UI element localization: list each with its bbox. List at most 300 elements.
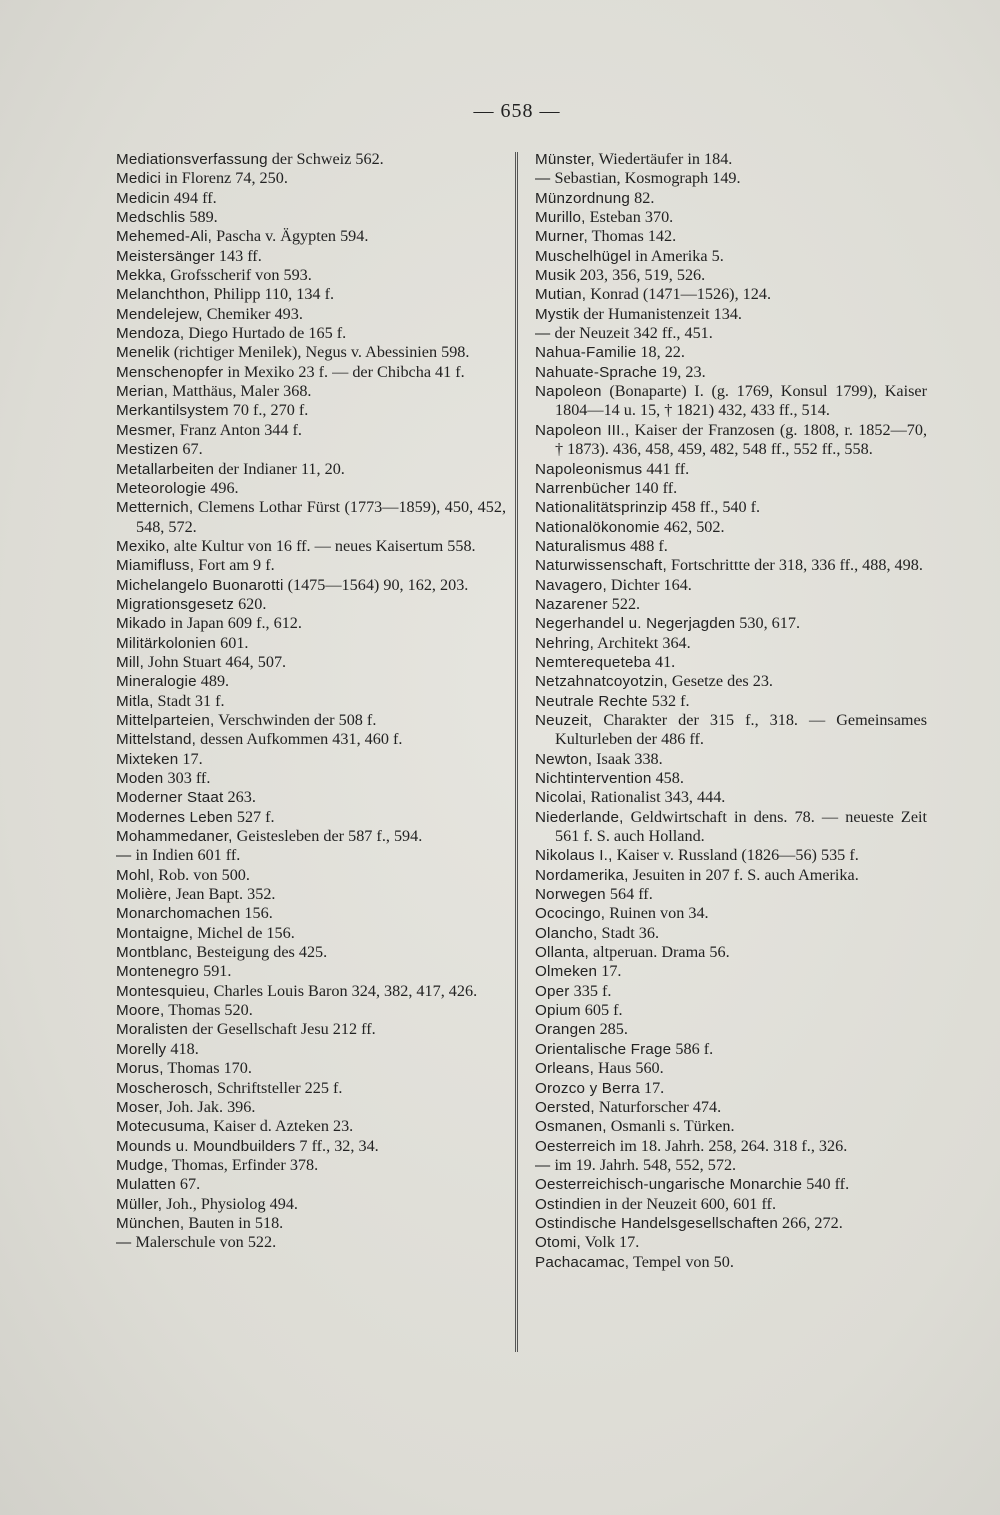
index-entry-refs: der Gesellschaft Jesu 212 ff. [188,1020,376,1039]
index-entry-refs: der Humanistenzeit 134. [579,304,742,323]
index-entry-refs: Geistesleben der 587 f., 594. [232,827,423,846]
index-entry [116,904,506,923]
index-entry-refs: 303 ff. [163,769,211,787]
index-entry-head: Nationalökonomie [535,518,660,536]
index-entry [116,653,506,672]
index-entry-refs: Konrad (1471—1526), 124. [586,285,771,304]
index-entry-refs: Jean Bapt. 352. [171,885,276,904]
index-entry-refs: 458. [651,769,684,787]
index-entry-refs: Osmanli s. Türken. [606,1117,735,1136]
index-entry [116,846,506,865]
index-entry-refs: 586 f. [671,1039,714,1058]
index-entry-head: Orientalische Frage [535,1040,672,1058]
index-entry-head: Napoleonismus [535,460,643,478]
index-entry-head: Murner, [535,228,588,246]
index-entry [535,1175,927,1194]
index-entry [535,576,927,595]
index-entry-refs: Rob. von 500. [154,865,250,884]
index-entry-refs: 82. [630,188,655,207]
index-entry [116,208,506,227]
index-entry-refs: Rationalist 343, 444. [586,788,726,807]
index-entry [116,808,506,827]
index-entry-head: Mystik [535,305,580,323]
index-entry [535,518,927,537]
index-entry-head: — [116,1234,132,1252]
index-entry [535,1020,927,1039]
index-entry [116,924,506,943]
index-entry [535,1098,927,1117]
index-entry-head: Mehemed-Ali, [116,228,213,246]
index-entry-refs: Thomas 520. [164,1001,253,1020]
index-entry-refs: Sebastian, Kosmograph 149. [550,169,741,188]
index-entry-head: Napoleon III., [535,421,630,439]
index-entry-head: Neuzeit, [535,711,593,729]
index-entry-head: Ollanta, [535,944,589,962]
index-entry-head: Mittelparteien, [116,711,215,729]
index-entry-head: Nicolai, [535,789,587,807]
index-entry-refs: 266, 272. [778,1213,843,1232]
index-entry-refs: Naturforscher 474. [594,1097,722,1116]
index-entry-head: Münster, [535,151,595,168]
index-entry-head: Metallarbeiten [116,460,215,478]
index-entry-head: — [535,170,551,188]
index-entry-refs: im 19. Jahrh. 548, 552, 572. [550,1155,737,1174]
index-entry [535,324,927,343]
index-entry-head: Nazarener [535,595,608,613]
index-entry-refs: Thomas 170. [163,1059,252,1078]
index-entry-refs: Ruinen von 34. [605,904,709,923]
index-entry [116,1040,506,1059]
index-entry-refs: Jesuiten in 207 f. S. auch Amerika. [628,865,859,884]
index-entry-head: Newton, [535,750,593,768]
index-entry-head: Opium [535,1002,581,1020]
index-entry-head: Metternich, [116,499,194,517]
column-divider [515,152,518,1352]
index-entry-head: Montblanc, [116,944,193,962]
index-entry-head: Ostindische Handelsgesellschaften [535,1214,778,1232]
index-entry [535,866,927,885]
left-column [116,150,506,1253]
index-entry [535,382,927,421]
index-entry-head: Muschelhügel [535,247,632,265]
index-entry [116,556,506,575]
index-entry-refs: 496. [206,478,239,497]
index-entry-head: Olmeken [535,963,598,981]
index-entry-head: Merkantilsystem [116,402,229,420]
index-entry [535,537,927,556]
index-entry-refs: 203, 356, 519, 526. [575,266,706,285]
index-entry-refs: 441 ff. [642,459,690,478]
index-entry-refs: Volk 17. [580,1233,640,1252]
index-entry [535,343,927,362]
index-entry [116,730,506,749]
index-entry-head: Montenegro [116,963,200,981]
index-entry-refs: Pascha v. Ägypten 594. [212,227,369,246]
index-entry-refs: der Schweiz 562. [267,150,384,168]
index-entry-refs: im 18. Jahrh. 258, 264. 318 f., 326. [615,1136,848,1155]
index-entry-refs: Gesetze des 23. [667,672,773,691]
index-entry [535,711,927,750]
index-entry [535,846,927,865]
index-entry [535,1156,927,1175]
index-entry-head: Moralisten [116,1021,189,1039]
index-entry [116,1020,506,1039]
index-entry-head: Menschenopfer [116,363,224,381]
index-entry [535,750,927,769]
index-entry-head: Napoleon [535,383,602,401]
index-entry [116,827,506,846]
index-entry [116,169,506,188]
index-entry-refs: Matthäus, Maler 368. [168,382,312,401]
index-entry-refs: Charakter der 315 f., 318. — Gemeinsames Kulturleben der 486 ff. [555,710,927,749]
index-entry [535,150,927,169]
index-entry-head: Mendelejew, [116,305,203,323]
index-entry-head: Münzordnung [535,189,631,207]
index-entry [535,208,927,227]
index-entry-head: Nahua-Familie [535,344,637,362]
index-entry-head: Ostindien [535,1195,601,1213]
index-entry [535,1079,927,1098]
index-entry-head: Neutrale Rechte [535,692,648,710]
index-entry-refs: Kaiser d. Azteken 23. [209,1117,354,1136]
index-entry-refs: Isaak 338. [592,749,663,768]
index-entry [116,305,506,324]
index-entry-head: — [535,1156,551,1174]
index-entry-refs: Stadt 36. [597,923,659,942]
index-entry-refs: Joh., Physiolog 494. [162,1194,298,1213]
index-entry-head: Netzahnatcoyotzin, [535,673,668,691]
index-entry [116,885,506,904]
index-entry [116,537,506,556]
index-entry-refs: Schriftsteller 225 f. [212,1078,343,1097]
index-entry-head: Nationalitätsprinzip [535,499,668,517]
index-entry-refs: 488 f. [626,536,668,555]
index-entry-head: Melanchthon, [116,286,210,304]
index-entry-head: Morelly [116,1040,167,1058]
index-entry [116,460,506,479]
index-entry-head: Navagero, [535,576,607,594]
index-entry-head: Nahuate-Sprache [535,363,658,381]
index-entry-refs: Joh. Jak. 396. [162,1097,256,1116]
index-entry [116,576,506,595]
index-entry [535,595,927,614]
index-entry-head: Nehring, [535,634,595,652]
index-entry-head: Medici [116,170,162,188]
index-entry-refs: 605 f. [580,1001,623,1020]
index-entry-refs: Architekt 364. [594,633,691,652]
index-entry [116,1175,506,1194]
index-entry-refs: der Indianer 11, 20. [214,459,345,478]
index-entry-refs: 67. [175,1175,201,1194]
index-entry [535,285,927,304]
index-entry-head: Mixteken [116,750,179,768]
index-entry-head: Michelangelo Buonarotti [116,576,284,594]
index-entry [116,1195,506,1214]
index-entry [116,1137,506,1156]
index-entry [535,808,927,847]
index-entry [116,769,506,788]
index-entry-head: Nemterequeteba [535,653,651,671]
page-number: — 658 — [473,100,561,122]
index-entry-head: Migrationsgesetz [116,595,235,613]
index-entry [116,1079,506,1098]
index-entry-refs: in Japan 609 f., 612. [166,614,302,633]
index-entry [116,750,506,769]
index-entry-refs: Kaiser v. Russland (1826—56) 535 f. [612,846,859,865]
index-entry-head: Moderner Staat [116,789,224,807]
index-entry [535,266,927,285]
index-entry [116,711,506,730]
index-entry [535,1195,927,1214]
index-entry [116,1001,506,1020]
index-entry-refs: 19, 23. [657,362,706,381]
index-entry [116,285,506,304]
index-entry-refs: 527 f. [232,807,275,826]
index-entry-refs: 532 f. [647,691,690,710]
index-entry-head: Osmanen, [535,1118,607,1136]
index-entry-refs: Thomas 142. [587,227,677,246]
index-entry-head: Menelik [116,344,170,362]
index-entry-refs: dessen Aufkommen 431, 460 f. [196,730,403,749]
index-entry [116,788,506,807]
index-entry [535,653,927,672]
index-entry-refs: 67. [178,440,203,459]
index-entry-head: Medicin [116,189,170,207]
index-entry-head: Montaigne, [116,924,194,942]
index-entry-head: Mediationsverfassung [116,151,268,168]
index-entry [116,1117,506,1136]
index-entry-refs: 601. [216,633,249,652]
index-entry-head: Miamifluss, [116,557,195,575]
index-entry [116,943,506,962]
index-entry [116,227,506,246]
index-entry-head: Mekka, [116,267,167,285]
index-entry-head: Naturalismus [535,537,627,555]
index-entry-refs: Franz Anton 344 f. [175,420,302,439]
index-entry-refs: Kaiser der Franzosen (g. 1808, r. 1852—70, † 1873). 436, 458, 459, 482, 548 ff., 552 ff., 558. [555,420,927,459]
index-entry-refs: in Indien 601 ff. [131,846,241,865]
index-entry-head: Oersted, [535,1098,595,1116]
index-entry-refs: 522. [607,594,641,613]
index-entry-head: Mitla, [116,692,154,710]
index-entry-head: Moden [116,770,164,787]
index-entry [116,614,506,633]
index-entry-refs: 489. [196,672,230,691]
index-entry-head: Moser, [116,1098,163,1116]
index-entry [116,982,506,1001]
index-entry [116,962,506,981]
index-entry-refs: 263. [223,788,256,807]
index-entry [535,769,927,788]
index-entry-refs: 70 f., 270 f. [228,401,309,420]
index-entry [535,634,927,653]
index-entry-head: Mesmer, [116,421,176,439]
index-entry [535,1117,927,1136]
index-entry-head: Olancho, [535,924,598,942]
index-entry-head: Motecusuma, [116,1118,210,1136]
index-entry-refs: der Neuzeit 342 ff., 451. [550,324,713,343]
index-entry [535,363,927,382]
index-entry [535,421,927,460]
index-entry [535,1001,927,1020]
index-entry-head: Molière, [116,886,172,904]
index-entry [116,479,506,498]
index-entry [116,189,506,208]
index-entry-refs: 285. [595,1020,628,1039]
index-entry-head: Nordamerika, [535,866,629,884]
index-entry-refs: 540 ff. [802,1175,850,1194]
index-entry-head: Mulatten [116,1176,176,1194]
index-entry-refs: 140 ff. [630,478,678,497]
index-entry [535,614,927,633]
index-entry [535,692,927,711]
index-entry-head: — [535,325,551,343]
index-entry-refs: Verschwinden der 508 f. [214,710,377,729]
index-entry-refs: 462, 502. [659,517,725,536]
index-entry-head: Monarchomachen [116,905,241,923]
index-entry-head: Ococingo, [535,905,606,923]
index-entry [535,943,927,962]
index-entry-refs: 418. [166,1039,199,1058]
index-entry-head: Mittelstand, [116,731,197,749]
index-entry-refs: Thomas, Erfinder 378. [167,1155,319,1174]
index-entry-refs: 458 ff., 540 f. [667,498,761,517]
index-entry-head: Otomi, [535,1234,581,1252]
index-entry [535,1137,927,1156]
index-entry-head: Nichtintervention [535,770,652,787]
index-entry-refs: 591. [199,962,232,981]
index-entry [535,1040,927,1059]
index-entry-refs: Michel de 156. [193,923,295,942]
index-entry-refs: 143 ff. [214,246,262,265]
index-entry [116,401,506,420]
index-entry-head: Niederlande, [535,808,624,826]
index-entry-refs: 494 ff. [169,188,217,207]
index-entry [116,440,506,459]
index-entry-refs: 7 ff., 32, 34. [295,1136,379,1155]
index-entry-head: Militärkolonien [116,634,217,652]
right-column [535,150,927,1272]
index-entry [535,904,927,923]
index-entry [535,1214,927,1233]
index-entry-refs: in der Neuzeit 600, 601 ff. [600,1194,776,1213]
index-entry-refs: Geldwirtschaft in dens. 78. — neueste Zeit 561 f. S. auch Holland. [555,807,927,846]
index-entry [116,324,506,343]
index-entry-head: Morus, [116,1060,164,1078]
index-entry-head: Mendoza, [116,325,185,343]
index-entry [116,247,506,266]
index-entry-head: Murillo, [535,209,586,227]
index-entry-head: Müller, [116,1195,163,1213]
index-entry [116,1098,506,1117]
index-entry-head: Nikolaus I., [535,847,613,865]
index-entry-head: Oper [535,982,570,1000]
index-entry-refs: (Bonaparte) I. (g. 1769, Konsul 1799), Kaiser 1804—14 u. 15, † 1821) 432, 433 ff., 514. [555,382,927,420]
index-entry-refs: Stadt 31 f. [153,691,225,710]
index-entry-refs: (richtiger Menilek), Negus v. Abessinien 598. [169,343,470,362]
index-entry [535,982,927,1001]
index-entry-head: Orozco y Berra [535,1079,640,1097]
index-entry-head: — [116,847,132,865]
index-entry [116,1156,506,1175]
index-entry-head: München, [116,1214,185,1232]
index-entry-refs: Philipp 110, 134 f. [209,285,335,304]
index-entry-refs: 18, 22. [636,343,685,362]
index-entry-refs: Fortschrittte der 318, 336 ff., 488, 498. [666,556,923,575]
index-entry-head: Orleans, [535,1060,594,1078]
index-entry-refs: 564 ff. [605,885,653,904]
index-entry [116,1214,506,1233]
index-entry-refs: alte Kultur von 16 ff. — neues Kaisertum 558. [169,536,476,555]
index-entry [535,1233,927,1252]
index-entry-refs: 41. [650,652,676,671]
index-entry-refs: 530, 617. [735,614,800,633]
index-entry [116,343,506,362]
index-entry [535,498,927,517]
index-entry-refs: Dichter 164. [606,575,692,594]
index-entry-head: Mudge, [116,1156,168,1174]
index-entry-head: Negerhandel u. Negerjagden [535,615,736,633]
index-entry-refs: altperuan. Drama 56. [588,943,730,962]
index-entry-refs: 335 f. [569,981,612,1000]
index-entry-refs: 156. [240,904,273,923]
index-entry [116,150,506,169]
index-entry-refs: Grofsscherif von 593. [166,266,312,285]
index-entry-refs: (1475—1564) 90, 162, 203. [283,575,469,594]
index-entry-refs: Bauten in 518. [184,1213,284,1232]
index-entry [535,788,927,807]
index-entry [116,421,506,440]
index-entry-head: Norwegen [535,886,606,904]
index-entry-refs: 17. [639,1078,665,1097]
index-entry [535,1059,927,1078]
index-entry-head: Mestizen [116,441,179,459]
index-entry-head: Moore, [116,1002,165,1020]
index-entry-refs: Fort am 9 f. [194,556,275,575]
index-entry [116,866,506,885]
index-entry-refs: Besteigung des 425. [192,943,328,962]
index-entry-head: Mill, [116,653,144,671]
index-entry-head: Meistersänger [116,247,215,265]
index-entry [535,247,927,266]
index-entry-refs: John Stuart 464, 507. [144,652,287,671]
index-entry-head: Mounds u. Moundbuilders [116,1137,296,1155]
index-entry-refs: 620. [234,594,267,613]
index-entry [535,460,927,479]
index-entry [116,266,506,285]
index-entry-refs: 589. [185,208,218,227]
index-entry [116,498,506,537]
index-entry [535,1253,927,1272]
index-entry [116,1233,506,1252]
index-entry-refs: in Florenz 74, 250. [161,169,288,188]
index-entry [535,885,927,904]
index-entry-refs: in Mexiko 23 f. — der Chibcha 41 f. [223,362,465,381]
index-entry-refs: 17. [178,749,203,768]
index-entry-head: Mohammedaner, [116,828,233,846]
index-entry [116,634,506,653]
index-entry [535,924,927,943]
index-entry [535,479,927,498]
index-entry-refs: Clemens Lothar Fürst (1773—1859), 450, 452, 548, 572. [136,498,506,536]
index-entry-head: Meteorologie [116,479,207,497]
index-entry [535,189,927,208]
index-entry [535,672,927,691]
index-entry [116,1059,506,1078]
index-entry-head: Mutian, [535,286,587,304]
index-entry-refs: Esteban 370. [585,208,674,227]
index-entry [535,227,927,246]
